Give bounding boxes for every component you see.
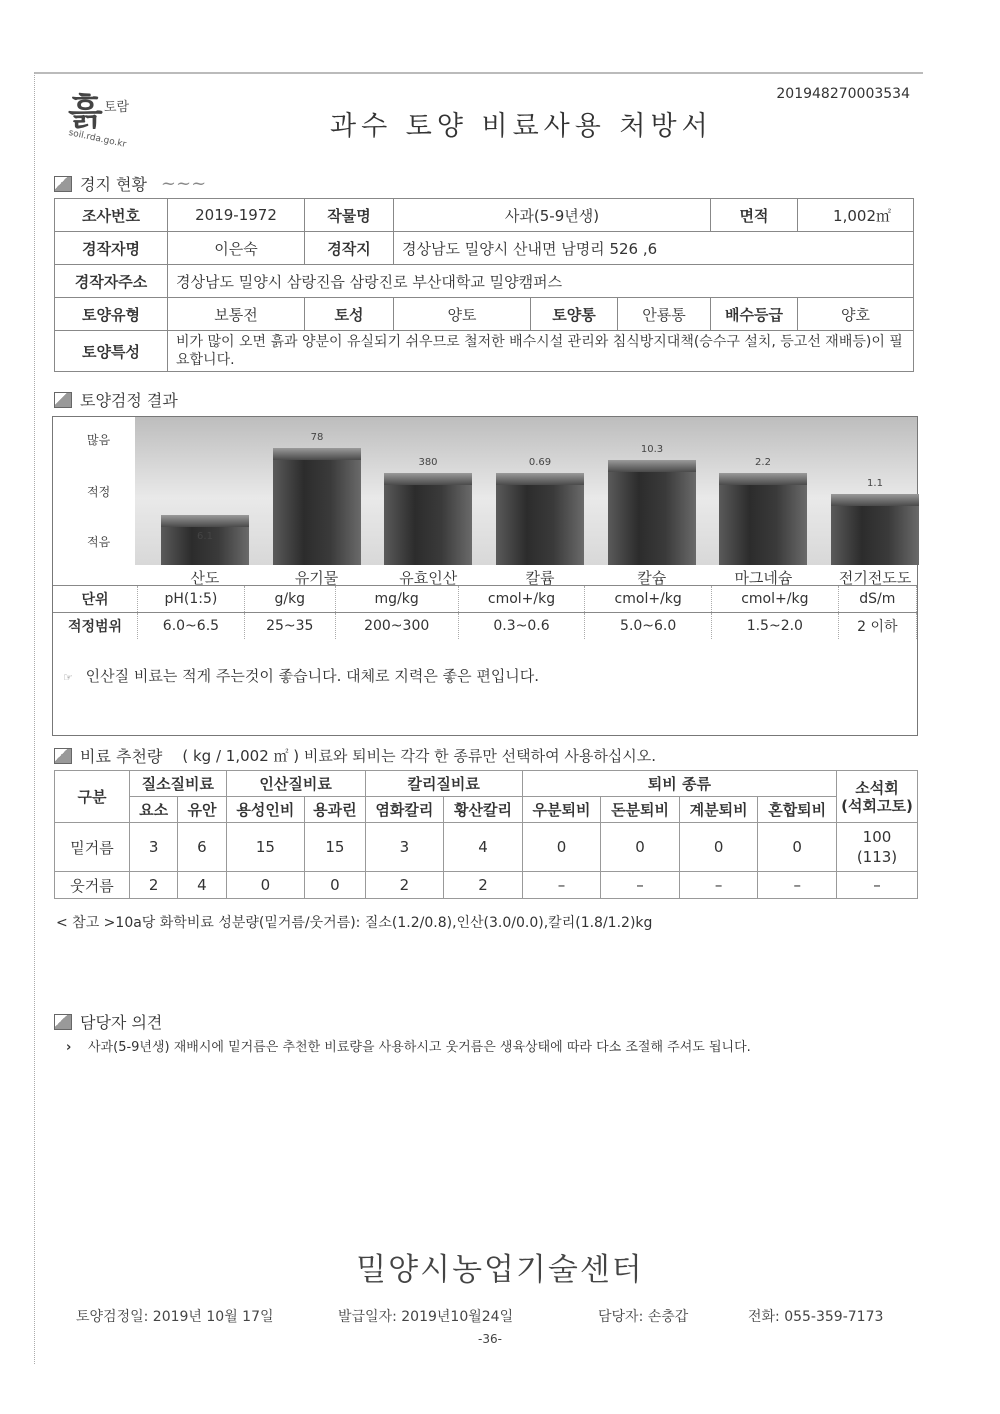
issuing-center: 밀양시농업기술센터: [356, 1252, 644, 1288]
section-bullet-icon: [54, 176, 72, 192]
section-bullet-icon: [54, 748, 72, 764]
bar-value-label: 78: [310, 432, 324, 443]
range-cell: 200~300: [335, 613, 458, 640]
range-label: 적정범위: [53, 613, 138, 640]
lime-sub-value: (113): [856, 848, 898, 866]
soil-group-value: 안룡통: [618, 298, 711, 331]
opinion: [66, 1040, 912, 1056]
texture-value: 양토: [394, 298, 531, 331]
heuktoram-logo: [60, 84, 140, 156]
fert-subheader: 요소: [130, 797, 178, 823]
category-label: 칼륨: [525, 569, 555, 587]
address-label: 경작자주소: [55, 265, 168, 298]
lime-cell: [837, 872, 918, 899]
area-label: 면적: [711, 199, 798, 232]
section-soil-test: [54, 388, 178, 411]
bar-value-label: 10.3: [640, 444, 664, 455]
category-label: 전기전도도: [838, 569, 912, 587]
phone: 전화: 055-359-7173: [748, 1309, 884, 1325]
table-row: [55, 823, 918, 872]
reference-note: < 참고 >10a당 화학비료 성분량(밑거름/웃거름): 질소(1.2/0.8),인산(3.0/0.0),칼리(1.8/1.2)kg: [56, 915, 653, 931]
fert-cell: 15: [226, 823, 305, 872]
fertilizer-table: [54, 770, 918, 899]
page-title: 과수 토양 비료사용 처방서: [330, 111, 713, 142]
fert-cell: 4: [444, 823, 523, 872]
chart-plot-area: [135, 417, 917, 565]
bar-top-5: [719, 473, 807, 485]
range-cell: 5.0~6.0: [585, 613, 712, 640]
note-hand-icon: ☞: [63, 671, 73, 684]
crop-value: 사과(5-9년생): [394, 199, 711, 232]
fert-cell: 2: [444, 872, 523, 899]
soil-feature-value: 비가 많이 오면 흙과 양분이 유실되기 쉬우므로 철저한 배수시설 관리와 침식방지대책(승수구 설치, 등고선 재배등)이 필요합니다.: [168, 331, 914, 372]
issue-date: 발급일자: 2019년10월24일: [338, 1309, 514, 1325]
fert-cell: 3: [365, 823, 444, 872]
bar-value-label: 2.2: [755, 457, 771, 468]
survey-no-label: 조사번호: [55, 199, 168, 232]
bar-top-2: [384, 473, 472, 485]
group-potash: 칼리질비료: [365, 771, 522, 797]
bar-6: [831, 494, 919, 565]
fert-cell: –: [758, 872, 837, 899]
unit-cell: g/kg: [244, 586, 335, 613]
lime-cell: [837, 823, 918, 872]
fert-cell: –: [601, 872, 680, 899]
fert-subheader: 계분퇴비: [679, 797, 758, 823]
category-label: 산도: [190, 569, 220, 587]
bar-2: [384, 473, 472, 565]
category-label: 칼슘: [637, 569, 667, 587]
soil-note: [63, 665, 539, 686]
fert-cell: 4: [178, 872, 226, 899]
fert-cell: 0: [679, 823, 758, 872]
opinion-text: 사과(5-9년생) 재배시에 밑거름은 추천한 비료량을 사용하시고 웃거름은 생육상태에 따라 다소 조절해 주셔도 됩니다.: [88, 1040, 751, 1055]
field-info-table: [54, 198, 914, 372]
unit-cell: cmol+/kg: [712, 586, 839, 613]
farmer-value: 이은숙: [168, 232, 305, 265]
section-bullet-icon: [54, 1014, 72, 1030]
unit-range-table: [53, 585, 917, 639]
address-value: 경상남도 밀양시 삼랑진읍 삼랑진로 부산대학교 밀양캠퍼스: [168, 265, 914, 298]
range-cell: 2 이하: [838, 613, 916, 640]
range-cell: 25~35: [244, 613, 335, 640]
category-label: 유효인산: [399, 569, 458, 587]
bar-value-label: 1.1: [867, 478, 883, 489]
section-label: 경지 현황: [80, 175, 147, 194]
fert-cell: 0: [601, 823, 680, 872]
logo-sub-icon: 토람: [104, 100, 130, 115]
soil-feature-label: 토양특성: [55, 331, 168, 372]
fert-subheader: 돈분퇴비: [601, 797, 680, 823]
fert-subheader: 염화칼리: [365, 797, 444, 823]
bar-4: [608, 460, 696, 565]
fert-subheader: 용성인비: [226, 797, 305, 823]
fert-cell: 3: [130, 823, 178, 872]
document-number: 201948270003534: [776, 86, 910, 102]
handwritten-mark-icon: ~~~: [160, 173, 207, 194]
soil-note-text: 인산질 비료는 적게 주는것이 좋습니다. 대체로 지력은 좋은 편입니다.: [85, 667, 540, 685]
col-division: 구분: [55, 771, 130, 823]
fert-cell: 0: [226, 872, 305, 899]
drainage-value: 양호: [798, 298, 914, 331]
group-compost: 퇴비 종류: [522, 771, 836, 797]
unit-cell: mg/kg: [335, 586, 458, 613]
area-value: 1,002㎡: [798, 199, 914, 232]
fert-cell: –: [522, 872, 601, 899]
arrow-bullet-icon: ›: [66, 1040, 72, 1055]
fert-cell: 2: [365, 872, 444, 899]
soil-type-label: 토양유형: [55, 298, 168, 331]
range-cell: 1.5~2.0: [712, 613, 839, 640]
section-fertilizer: [54, 744, 656, 767]
bar-top-6: [831, 494, 919, 506]
y-level-optimal: 적정: [87, 485, 111, 499]
unit-cell: cmol+/kg: [585, 586, 712, 613]
y-level-high: 많음: [87, 433, 111, 447]
unit-cell: dS/m: [838, 586, 916, 613]
location-label: 경작지: [305, 232, 394, 265]
bar-top-1: [273, 448, 361, 460]
test-date: 토양검정일: 2019년 10월 17일: [76, 1309, 274, 1325]
section-label: 담당자 의견: [80, 1013, 163, 1032]
fert-cell: 15: [305, 823, 365, 872]
unit-cell: pH(1:5): [138, 586, 245, 613]
fert-cell: 0: [305, 872, 365, 899]
bar-5: [719, 473, 807, 565]
row-label: 웃거름: [55, 872, 130, 899]
bar-3: [496, 473, 584, 565]
logo-mark-icon: 흙: [68, 92, 103, 133]
group-phosphate: 인산질비료: [226, 771, 365, 797]
section-label: 비료 추천량: [80, 747, 163, 766]
units-label: 단위: [53, 586, 138, 613]
table-row: [55, 872, 918, 899]
y-level-low: 적음: [87, 535, 111, 549]
texture-label: 토성: [305, 298, 394, 331]
bar-top-3: [496, 473, 584, 485]
soil-group-label: 토양통: [531, 298, 618, 331]
bar-top-4: [608, 460, 696, 472]
farmer-label: 경작자명: [55, 232, 168, 265]
bar-top-0: [161, 515, 249, 527]
section-bullet-icon: [54, 392, 72, 408]
lime-value: 100: [862, 828, 892, 846]
range-cell: 6.0~6.5: [138, 613, 245, 640]
survey-no-value: 2019-1972: [168, 199, 305, 232]
group-lime: [837, 771, 918, 823]
fert-instruction: ( kg / 1,002 ㎡ ) 비료와 퇴비는 각각 한 종류만 선택하여 사용하십시오.: [182, 747, 657, 765]
fert-cell: –: [679, 872, 758, 899]
section-field-status: [54, 172, 206, 195]
row-label: 밑거름: [55, 823, 130, 872]
lime-value: –: [873, 876, 881, 894]
drainage-label: 배수등급: [711, 298, 798, 331]
bar-value-label: 0.69: [528, 457, 552, 468]
soil-type-value: 보통전: [168, 298, 305, 331]
fert-subheader: 우분퇴비: [522, 797, 601, 823]
fert-cell: 0: [522, 823, 601, 872]
fert-subheader: 혼합퇴비: [758, 797, 837, 823]
category-label: 마그네슘: [734, 569, 793, 587]
range-cell: 0.3~0.6: [458, 613, 585, 640]
unit-cell: cmol+/kg: [458, 586, 585, 613]
logo-url: soil.rda.go.kr: [67, 128, 127, 150]
section-label: 토양검정 결과: [80, 391, 178, 410]
fert-cell: 6: [178, 823, 226, 872]
fert-subheader: 황산칼리: [444, 797, 523, 823]
page-number: -36-: [478, 1332, 502, 1346]
bar-value-label: 6.1: [197, 531, 213, 542]
bar-1: [273, 448, 361, 565]
fert-cell: 2: [130, 872, 178, 899]
group-nitrogen: 질소질비료: [130, 771, 227, 797]
location-value: 경상남도 밀양시 산내면 남명리 526 ,6: [394, 232, 914, 265]
section-opinion: [54, 1010, 162, 1033]
lime-sub-label: (석회고토): [841, 796, 913, 815]
bar-value-label: 380: [418, 457, 438, 468]
fert-subheader: 용과린: [305, 797, 365, 823]
lime-label: 소석회: [855, 778, 899, 797]
soil-test-chart: [52, 416, 918, 736]
category-label: 유기물: [294, 569, 339, 587]
fert-cell: 0: [758, 823, 837, 872]
manager: 담당자: 손충갑: [598, 1309, 689, 1325]
fert-subheader: 유안: [178, 797, 226, 823]
crop-label: 작물명: [305, 199, 394, 232]
